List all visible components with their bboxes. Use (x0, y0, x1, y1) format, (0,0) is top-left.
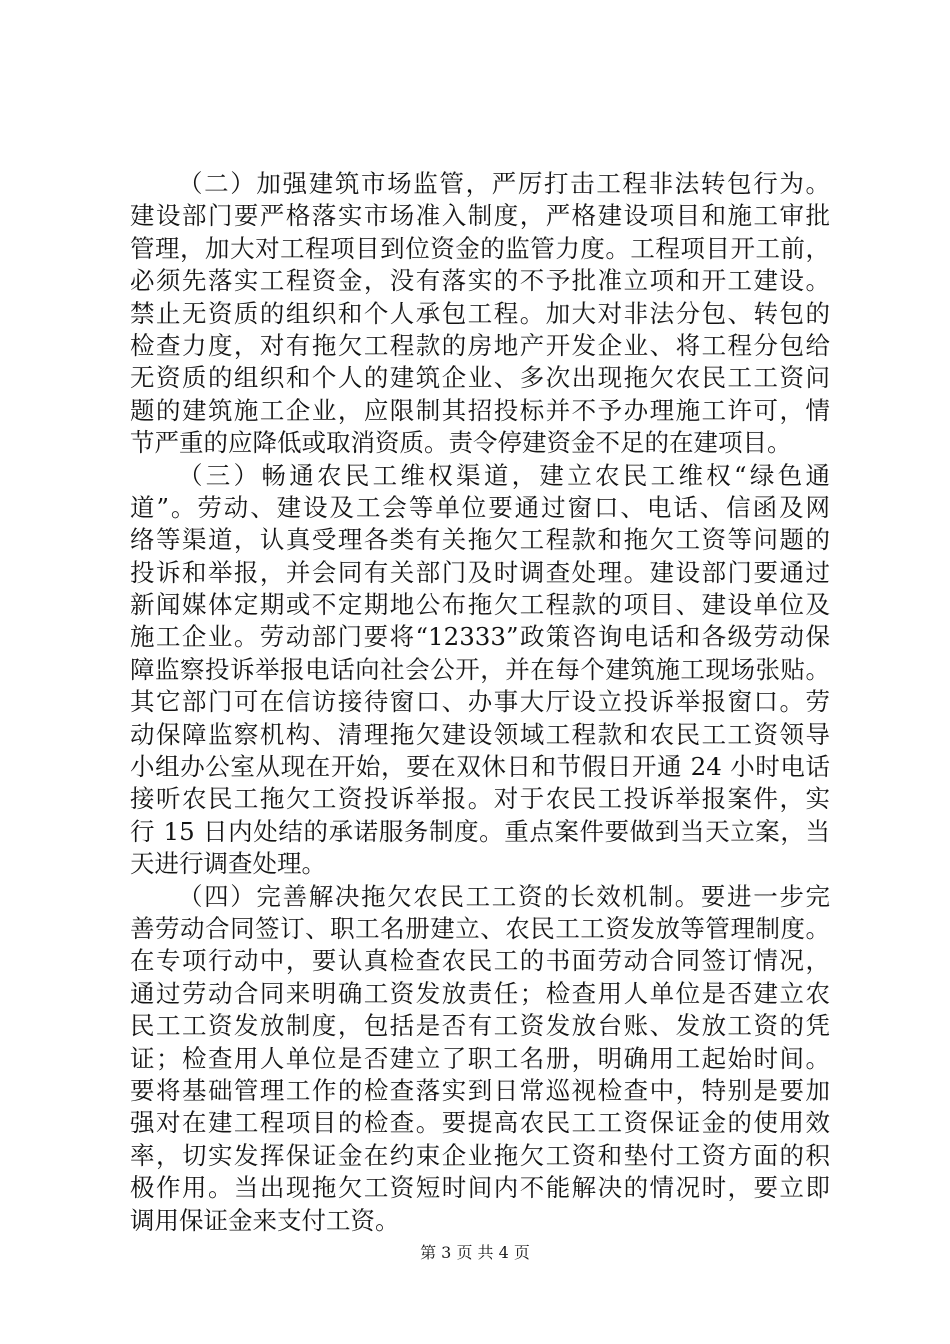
paragraph (130, 168, 830, 460)
text-line: 络等渠道，认真受理各类有关拖欠工程款和拖欠工资等问题的 (130, 525, 830, 555)
text-line: 题的建筑施工企业，应限制其招投标并不予办理施工许可，情 (130, 395, 830, 425)
text-line: 强对在建工程项目的检查。要提高农民工工资保证金的使用效 (130, 1108, 830, 1138)
text-line: 检查力度，对有拖欠工程款的房地产开发企业、将工程分包给 (130, 330, 830, 360)
text-line: 投诉和举报，并会同有关部门及时调查处理。建设部门要通过 (130, 557, 830, 587)
text-line: 其它部门可在信访接待窗口、办事大厅设立投诉举报窗口。劳 (130, 687, 830, 717)
page-footer: 第 3 页 共 4 页 (420, 1243, 530, 1262)
text-line: 必须先落实工程资金，没有落实的不予批准立项和开工建设。 (130, 266, 830, 296)
text-line: 小组办公室从现在开始，要在双休日和节假日开通 24 小时电话 (130, 752, 830, 782)
text-line: 障监察投诉举报电话向社会公开，并在每个建筑施工现场张贴。 (130, 654, 830, 684)
text-line: 建设部门要严格落实市场准入制度，严格建设项目和施工审批 (130, 201, 830, 231)
text-line: 通过劳动合同来明确工资发放责任；检查用人单位是否建立农 (130, 978, 830, 1008)
text-line: （四）完善解决拖欠农民工工资的长效机制。要进一步完 (178, 881, 830, 911)
paragraph (130, 460, 830, 881)
text-line: （三）畅通农民工维权渠道，建立农民工维权“绿色通 (178, 460, 830, 490)
text-line: 在专项行动中，要认真检查农民工的书面劳动合同签订情况， (130, 946, 830, 976)
text-line: 道”。劳动、建设及工会等单位要通过窗口、电话、信函及网 (130, 492, 830, 522)
text-line: 禁止无资质的组织和个人承包工程。加大对非法分包、转包的 (130, 298, 830, 328)
document-body (130, 168, 830, 1237)
text-line: 天进行调查处理。 (130, 849, 326, 879)
text-line: 极作用。当出现拖欠工资短时间内不能解决的情况时，要立即 (130, 1173, 830, 1203)
text-line: 善劳动合同签订、职工名册建立、农民工工资发放等管理制度。 (130, 913, 830, 943)
text-line: 证；检查用人单位是否建立了职工名册，明确用工起始时间。 (130, 1043, 830, 1073)
text-line: 率，切实发挥保证金在约束企业拖欠工资和垫付工资方面的积 (130, 1140, 830, 1170)
text-line: 管理，加大对工程项目到位资金的监管力度。工程项目开工前， (130, 233, 830, 263)
text-line: 施工企业。劳动部门要将“12333”政策咨询电话和各级劳动保 (130, 622, 830, 652)
text-line: 新闻媒体定期或不定期地公布拖欠工程款的项目、建设单位及 (130, 590, 830, 620)
text-line: 民工工资发放制度，包括是否有工资发放台账、发放工资的凭 (130, 1011, 830, 1041)
paragraph (130, 881, 830, 1237)
text-line: 节严重的应降低或取消资质。责令停建资金不足的在建项目。 (130, 428, 792, 458)
text-line: 调用保证金来支付工资。 (130, 1205, 400, 1235)
text-line: 无资质的组织和个人的建筑企业、多次出现拖欠农民工工资问 (130, 363, 830, 393)
text-line: 接听农民工拖欠工资投诉举报。对于农民工投诉举报案件，实 (130, 784, 830, 814)
text-line: （二）加强建筑市场监管，严厉打击工程非法转包行为。 (178, 169, 830, 198)
text-line: 行 15 日内处结的承诺服务制度。重点案件要做到当天立案，当 (130, 816, 830, 846)
text-line: 要将基础管理工作的检查落实到日常巡视检查中，特别是要加 (130, 1075, 830, 1105)
text-line: 动保障监察机构、清理拖欠建设领域工程款和农民工工资领导 (130, 719, 830, 749)
